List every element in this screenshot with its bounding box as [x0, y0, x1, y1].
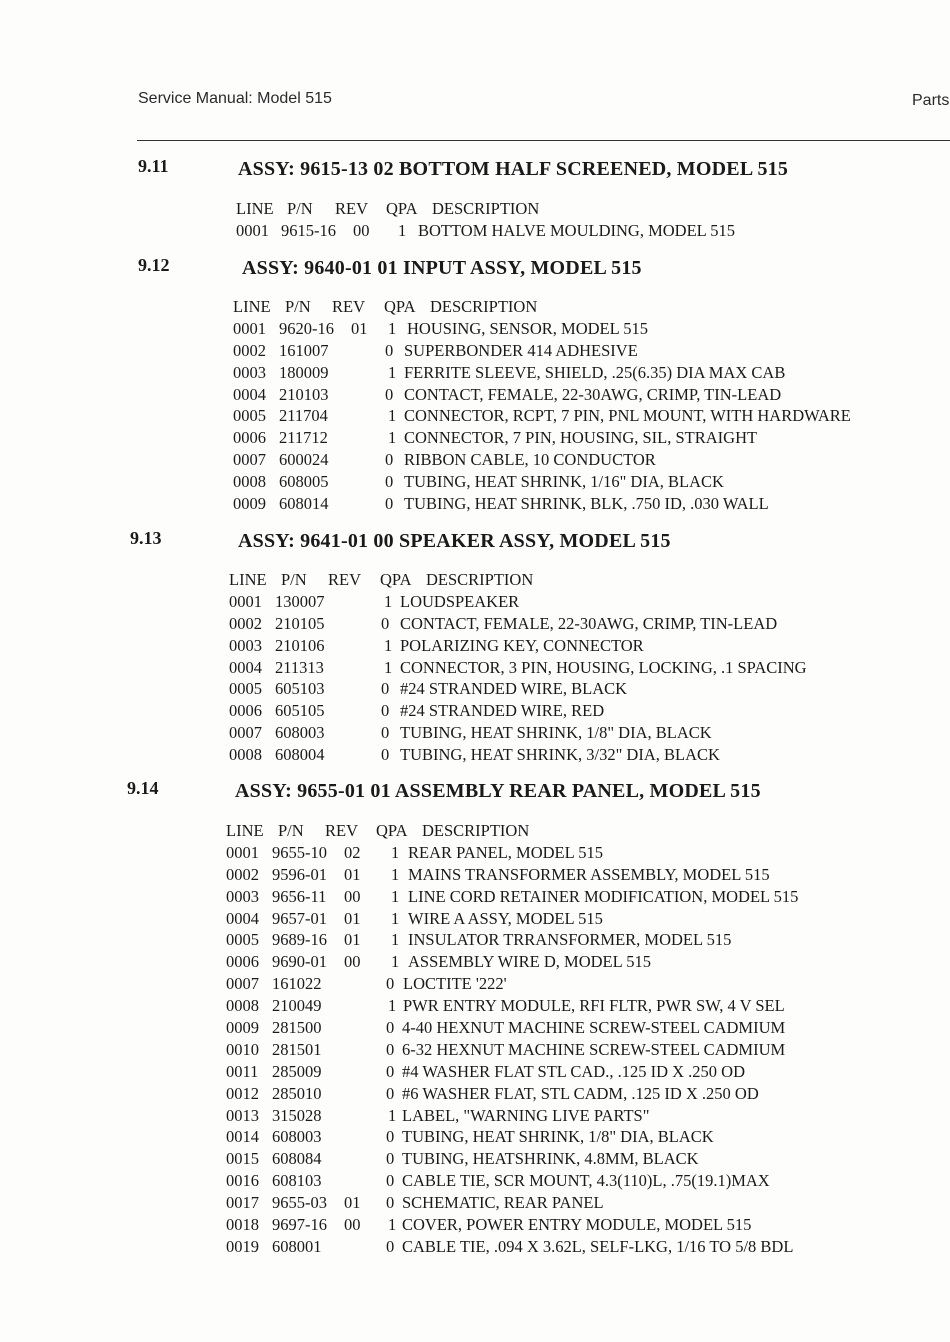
- part-qpa: 0: [385, 340, 394, 360]
- part-line: 0003: [233, 362, 266, 382]
- part-description: RIBBON CABLE, 10 CONDUCTOR: [404, 450, 656, 470]
- col-pn: P/N: [287, 199, 313, 218]
- part-description: #6 WASHER FLAT, STL CADM, .125 ID X .250 OD: [402, 1083, 759, 1103]
- part-number: 161022: [272, 974, 322, 994]
- part-line: 0001: [226, 842, 259, 862]
- part-qpa: 0: [386, 1018, 395, 1038]
- part-number: 608001: [272, 1236, 322, 1256]
- part-rev: 00: [344, 1215, 361, 1235]
- section-title: ASSY: 9615-13 02 BOTTOM HALF SCREENED, MODEL 515: [238, 158, 789, 180]
- part-qpa: 1: [384, 591, 393, 611]
- col-line: LINE: [229, 570, 267, 589]
- part-number: 608005: [279, 472, 329, 492]
- part-description: TUBING, HEAT SHRINK, BLK, .750 ID, .030 WALL: [404, 494, 769, 514]
- part-qpa: 0: [386, 1236, 395, 1256]
- part-qpa: 0: [385, 384, 394, 404]
- part-qpa: 0: [381, 745, 390, 765]
- part-number: 210105: [275, 613, 325, 633]
- part-number: 210106: [275, 635, 325, 655]
- part-number: 210103: [279, 384, 329, 404]
- col-description: DESCRIPTION: [432, 199, 540, 218]
- part-description: TUBING, HEAT SHRINK, 1/16" DIA, BLACK: [404, 472, 724, 492]
- part-qpa: 1: [388, 1215, 397, 1235]
- part-line: 0006: [229, 701, 262, 721]
- part-number: 9596-01: [272, 864, 327, 884]
- part-number: 9697-16: [272, 1215, 327, 1235]
- col-rev: REV: [332, 297, 365, 316]
- section-title: ASSY: 9641-01 00 SPEAKER ASSY, MODEL 515: [238, 530, 671, 552]
- part-qpa: 1: [391, 886, 400, 906]
- part-description: CABLE TIE, SCR MOUNT, 4.3(110)L, .75(19.1)MAX: [402, 1171, 770, 1191]
- part-number: 211704: [279, 406, 328, 426]
- part-qpa: 0: [385, 472, 394, 492]
- part-number: 605103: [275, 679, 325, 699]
- part-rev: 01: [344, 1193, 361, 1213]
- col-qpa: QPA: [384, 297, 416, 316]
- part-line: 0005: [229, 679, 262, 699]
- part-rev: 01: [351, 318, 368, 338]
- col-line: LINE: [226, 821, 264, 840]
- part-rev: 01: [344, 864, 361, 884]
- part-line: 0006: [226, 952, 259, 972]
- part-number: 211712: [279, 428, 328, 448]
- part-qpa: 0: [385, 494, 394, 514]
- col-rev: REV: [325, 821, 358, 840]
- part-description: #24 STRANDED WIRE, BLACK: [400, 679, 628, 699]
- part-description: CONNECTOR, 3 PIN, HOUSING, LOCKING, .1 SPACING: [400, 657, 807, 677]
- col-pn: P/N: [278, 821, 304, 840]
- part-description: POLARIZING KEY, CONNECTOR: [400, 635, 644, 655]
- part-line: 0005: [226, 930, 259, 950]
- part-qpa: 0: [386, 1127, 395, 1147]
- part-rev: 00: [353, 220, 370, 240]
- part-description: TUBING, HEATSHRINK, 4.8MM, BLACK: [402, 1149, 699, 1169]
- part-description: WIRE A ASSY, MODEL 515: [408, 908, 603, 928]
- part-line: 0010: [226, 1039, 259, 1059]
- col-rev: REV: [328, 570, 361, 589]
- part-number: 600024: [279, 450, 329, 470]
- part-description: SCHEMATIC, REAR PANEL: [402, 1193, 604, 1213]
- part-qpa: 0: [381, 679, 390, 699]
- part-qpa: 1: [398, 220, 407, 240]
- part-qpa: 0: [385, 450, 394, 470]
- section-title: ASSY: 9640-01 01 INPUT ASSY, MODEL 515: [242, 257, 642, 279]
- col-pn: P/N: [281, 570, 307, 589]
- part-description: ASSEMBLY WIRE D, MODEL 515: [408, 952, 651, 972]
- part-line: 0001: [229, 591, 262, 611]
- part-line: 0001: [236, 220, 269, 240]
- part-qpa: 1: [388, 406, 397, 426]
- part-description: INSULATOR TRRANSFORMER, MODEL 515: [408, 930, 732, 950]
- part-number: 285009: [272, 1061, 322, 1081]
- part-qpa: 1: [388, 428, 397, 448]
- part-description: HOUSING, SENSOR, MODEL 515: [407, 318, 648, 338]
- part-number: 9657-01: [272, 908, 327, 928]
- part-qpa: 1: [388, 996, 397, 1016]
- running-header-title: Service Manual: Model 515: [138, 90, 332, 107]
- part-qpa: 1: [388, 318, 397, 338]
- part-line: 0005: [233, 406, 266, 426]
- part-qpa: 0: [386, 974, 395, 994]
- part-line: 0007: [229, 723, 262, 743]
- part-line: 0009: [233, 494, 266, 514]
- part-qpa: 1: [391, 908, 400, 928]
- col-description: DESCRIPTION: [422, 821, 530, 840]
- part-description: #24 STRANDED WIRE, RED: [400, 701, 605, 721]
- part-line: 0002: [233, 340, 266, 360]
- part-qpa: 0: [381, 613, 390, 633]
- part-number: 608014: [279, 494, 329, 514]
- part-line: 0001: [233, 318, 266, 338]
- part-description: CONNECTOR, RCPT, 7 PIN, PNL MOUNT, WITH HARDWARE: [404, 406, 851, 426]
- part-description: BOTTOM HALVE MOULDING, MODEL 515: [418, 220, 736, 240]
- part-line: 0002: [226, 864, 259, 884]
- col-description: DESCRIPTION: [430, 297, 538, 316]
- col-description: DESCRIPTION: [426, 570, 534, 589]
- part-qpa: 0: [386, 1039, 395, 1059]
- col-qpa: QPA: [376, 821, 408, 840]
- part-description: TUBING, HEAT SHRINK, 3/32" DIA, BLACK: [400, 745, 720, 765]
- part-number: 605105: [275, 701, 325, 721]
- part-line: 0016: [226, 1171, 259, 1191]
- part-number: 210049: [272, 996, 322, 1016]
- part-rev: 00: [344, 952, 361, 972]
- part-description: LINE CORD RETAINER MODIFICATION, MODEL 515: [408, 886, 799, 906]
- part-number: 130007: [275, 591, 325, 611]
- part-line: 0007: [226, 974, 259, 994]
- part-number: 9655-03: [272, 1193, 327, 1213]
- part-number: 608103: [272, 1171, 322, 1191]
- part-line: 0011: [226, 1061, 259, 1081]
- col-rev: REV: [335, 199, 368, 218]
- part-description: CONTACT, FEMALE, 22-30AWG, CRIMP, TIN-LEAD: [400, 613, 778, 633]
- col-qpa: QPA: [380, 570, 412, 589]
- part-qpa: 1: [388, 362, 397, 382]
- part-line: 0009: [226, 1018, 259, 1038]
- part-qpa: 0: [386, 1171, 395, 1191]
- part-description: MAINS TRANSFORMER ASSEMBLY, MODEL 515: [408, 864, 770, 884]
- part-qpa: 1: [384, 657, 393, 677]
- col-line: LINE: [233, 297, 271, 316]
- part-description: 4-40 HEXNUT MACHINE SCREW-STEEL CADMIUM: [402, 1018, 786, 1038]
- part-number: 315028: [272, 1105, 322, 1125]
- part-number: 161007: [279, 340, 329, 360]
- section-number: 9.14: [127, 778, 159, 798]
- part-rev: 01: [344, 930, 361, 950]
- part-description: TUBING, HEAT SHRINK, 1/8" DIA, BLACK: [402, 1127, 714, 1147]
- part-rev: 02: [344, 842, 361, 862]
- part-number: 211313: [275, 657, 324, 677]
- part-number: 9656-11: [272, 886, 327, 906]
- part-description: REAR PANEL, MODEL 515: [408, 842, 603, 862]
- col-qpa: QPA: [386, 199, 418, 218]
- part-number: 9689-16: [272, 930, 327, 950]
- part-number: 608003: [272, 1127, 322, 1147]
- part-number: 9690-01: [272, 952, 327, 972]
- part-line: 0006: [233, 428, 266, 448]
- part-description: 6-32 HEXNUT MACHINE SCREW-STEEL CADMIUM: [402, 1039, 786, 1059]
- part-number: 180009: [279, 362, 329, 382]
- part-line: 0004: [226, 908, 259, 928]
- part-description: CABLE TIE, .094 X 3.62L, SELF-LKG, 1/16 TO 5/8 BDL: [402, 1236, 794, 1256]
- part-line: 0007: [233, 450, 266, 470]
- part-description: SUPERBONDER 414 ADHESIVE: [404, 340, 638, 360]
- part-qpa: 0: [386, 1061, 395, 1081]
- part-number: 608004: [275, 745, 325, 765]
- part-line: 0018: [226, 1215, 259, 1235]
- part-number: 285010: [272, 1083, 322, 1103]
- part-line: 0017: [226, 1193, 259, 1213]
- part-qpa: 1: [388, 1105, 397, 1125]
- part-description: LOCTITE '222': [403, 974, 507, 994]
- col-line: LINE: [236, 199, 274, 218]
- header-rule: [137, 140, 950, 141]
- section-number: 9.12: [138, 255, 170, 275]
- part-line: 0004: [229, 657, 262, 677]
- part-number: 608003: [275, 723, 325, 743]
- part-number: 9655-10: [272, 842, 327, 862]
- part-description: #4 WASHER FLAT STL CAD., .125 ID X .250 OD: [402, 1061, 746, 1081]
- part-description: LOUDSPEAKER: [400, 591, 520, 611]
- part-qpa: 0: [381, 701, 390, 721]
- part-line: 0003: [229, 635, 262, 655]
- part-qpa: 0: [386, 1083, 395, 1103]
- part-description: COVER, POWER ENTRY MODULE, MODEL 515: [402, 1215, 752, 1235]
- part-number: 281501: [272, 1039, 322, 1059]
- part-line: 0019: [226, 1236, 259, 1256]
- col-pn: P/N: [285, 297, 311, 316]
- part-line: 0003: [226, 886, 259, 906]
- part-qpa: 1: [391, 930, 400, 950]
- part-description: LABEL, "WARNING LIVE PARTS": [402, 1105, 650, 1125]
- part-qpa: 1: [391, 864, 400, 884]
- part-line: 0012: [226, 1083, 259, 1103]
- running-header-section: Parts: [912, 92, 950, 109]
- part-line: 0013: [226, 1105, 259, 1125]
- part-qpa: 1: [384, 635, 393, 655]
- part-qpa: 0: [386, 1193, 395, 1213]
- part-line: 0008: [229, 745, 262, 765]
- part-rev: 00: [344, 886, 361, 906]
- part-number: 281500: [272, 1018, 322, 1038]
- part-number: 9615-16: [281, 220, 336, 240]
- part-description: FERRITE SLEEVE, SHIELD, .25(6.35) DIA MAX CAB: [404, 362, 786, 382]
- part-line: 0004: [233, 384, 266, 404]
- part-qpa: 0: [381, 723, 390, 743]
- section-number: 9.11: [138, 156, 169, 176]
- part-qpa: 1: [391, 952, 400, 972]
- part-description: CONTACT, FEMALE, 22-30AWG, CRIMP, TIN-LEAD: [404, 384, 782, 404]
- part-description: TUBING, HEAT SHRINK, 1/8" DIA, BLACK: [400, 723, 712, 743]
- section-title: ASSY: 9655-01 01 ASSEMBLY REAR PANEL, MODEL 515: [235, 780, 761, 802]
- part-line: 0002: [229, 613, 262, 633]
- part-number: 608084: [272, 1149, 322, 1169]
- section-number: 9.13: [130, 528, 162, 548]
- part-description: CONNECTOR, 7 PIN, HOUSING, SIL, STRAIGHT: [404, 428, 758, 448]
- part-number: 9620-16: [279, 318, 334, 338]
- part-line: 0014: [226, 1127, 259, 1147]
- part-description: PWR ENTRY MODULE, RFI FLTR, PWR SW, 4 V SEL: [403, 996, 785, 1016]
- part-qpa: 1: [391, 842, 400, 862]
- part-line: 0015: [226, 1149, 259, 1169]
- part-rev: 01: [344, 908, 361, 928]
- part-qpa: 0: [386, 1149, 395, 1169]
- part-line: 0008: [226, 996, 259, 1016]
- part-line: 0008: [233, 472, 266, 492]
